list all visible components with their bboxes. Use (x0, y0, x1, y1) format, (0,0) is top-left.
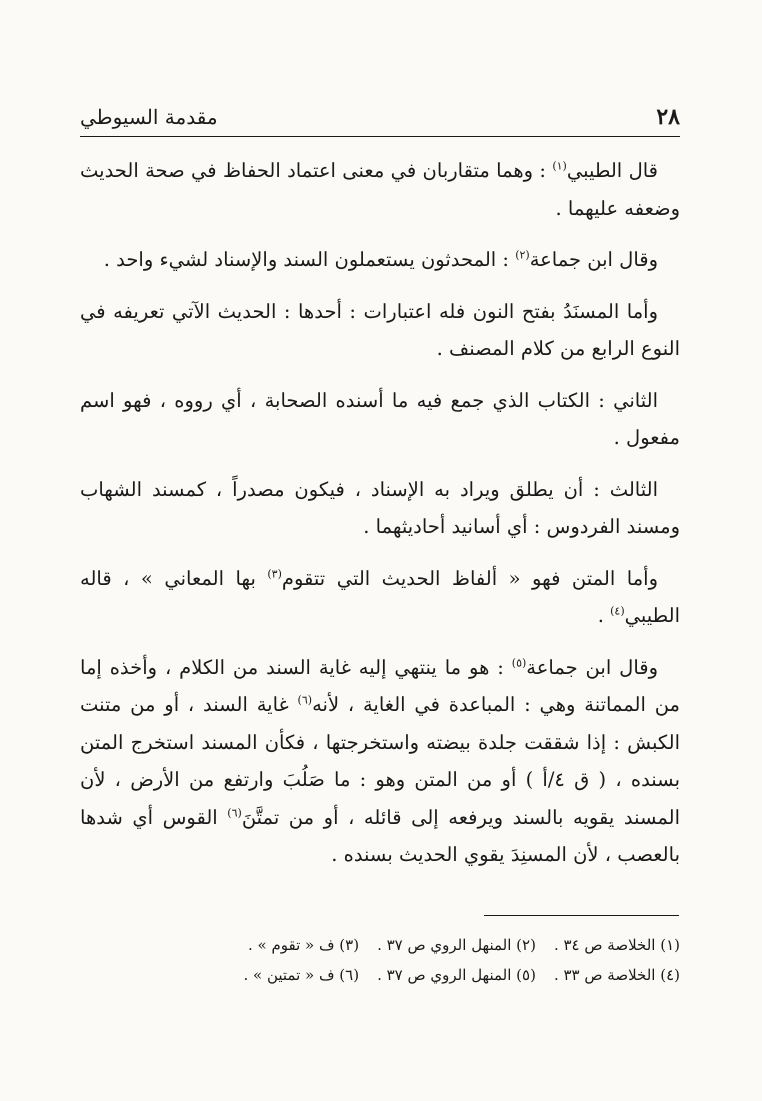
paragraph-text: غاية السند ، أو من متنت الكبش : إذا شققت جلدة بيضته واستخرجتها ، فكأن المسند استخرج المتن بسنده ، ( ق ٤/أ ) أو من المتن وهو : ما صَلُبَ وارتفع من الأرض ، لأن المسند يقويه بالسند ويرفعه إلى قائله ، أو من تمتَّنَ (80, 693, 681, 829)
paragraph-3 (80, 293, 680, 368)
footnote-line (180, 930, 680, 960)
footnotes (180, 930, 680, 990)
paragraph-7 (80, 649, 680, 874)
footnote-ref: (٥) (511, 656, 527, 669)
header-rule (80, 136, 680, 137)
footnote-2: (٢) المنهل الروي ص ٣٧ . (377, 936, 536, 954)
paragraph-text: بها المعاني » ، قاله الطيبي (80, 566, 680, 627)
footnote-5: (٥) المنهل الروي ص ٣٧ . (377, 966, 536, 984)
paragraph-text: قال الطيبي (566, 159, 658, 182)
paragraph-text: . (597, 604, 611, 627)
paragraph-2 (80, 241, 680, 279)
footnote-line (180, 960, 680, 990)
footnote-ref: (٣) (267, 567, 282, 580)
footnote-ref: (٢) (515, 248, 530, 262)
footnote-ref: (٦) (227, 806, 242, 819)
paragraph-4 (80, 382, 680, 457)
footnote-4: (٤) الخلاصة ص ٣٣ . (553, 966, 680, 984)
paragraph-text: القوس أي شدها بالعصب ، لأن المسنِدَ يقوي الحديث بسنده . (80, 805, 680, 866)
running-title: مقدمة السيوطي (80, 105, 218, 129)
footnote-separator (484, 915, 679, 916)
paragraph-text: الثاني : الكتاب الذي جمع فيه ما أسنده الصحابة ، أي رووه ، فهو اسم مفعول . (80, 388, 680, 449)
paragraph-6 (80, 560, 680, 635)
footnote-ref: (٦) (297, 693, 313, 707)
paragraph-text: : المحدثون يستعملون السند والإسناد لشيء واحد . (103, 248, 516, 271)
paragraph-text: وقال ابن جماعة (529, 248, 658, 271)
paragraph-text: الثالث : أن يطلق ويراد به الإسناد ، فيكون مصدراً ، كمسند الشهاب ومسند الفردوس : أي أسانيد أحاديثهما . (80, 477, 680, 538)
paragraph-5 (80, 471, 680, 546)
footnote-ref: (١) (552, 159, 567, 173)
paragraph-text: : وهما متقاربان في معنى اعتماد الحفاظ في صحة الحديث وضعفه عليهما . (80, 159, 680, 220)
paragraph-text: وقال ابن جماعة (526, 655, 659, 679)
paragraph-text: : هو ما ينتهي إليه غاية السند من الكلام ، وأخذه إما من المماتنة وهي : المباعدة في الغاية ، لأنه (80, 655, 680, 716)
footnote-ref: (٤) (610, 604, 625, 618)
footnote-1: (١) الخلاصة ص ٣٤ . (553, 936, 680, 954)
page-header (80, 100, 680, 134)
paragraph-text: وأما المسنَدُ بفتح النون فله اعتبارات : أحدها : الحديث الآتي تعريفه في النوع الرابع من كلام المصنف . (80, 299, 680, 360)
body-text (80, 152, 680, 888)
paragraph-1 (80, 152, 680, 227)
footnote-3: (٣) ف « تقوم » . (247, 936, 360, 954)
footnote-6: (٦) ف « تمتين » . (243, 966, 360, 984)
page-number: ٢٨ (656, 104, 680, 130)
paragraph-text: وأما المتن فهو « ألفاظ الحديث التي تتقوم (281, 566, 658, 590)
